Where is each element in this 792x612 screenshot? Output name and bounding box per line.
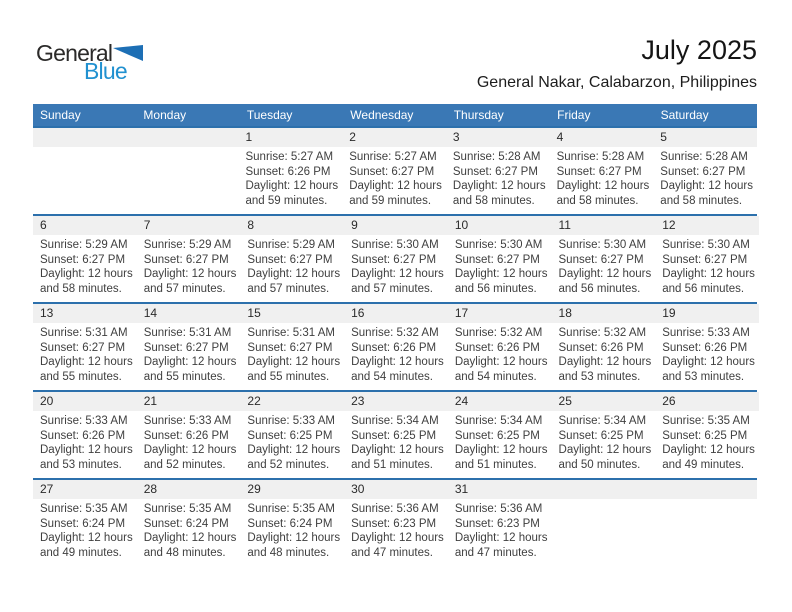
daylight-text-1: Daylight: 12 hours [143, 444, 237, 456]
calendar-cell [240, 304, 344, 390]
sunset-text: Sunset: 6:27 PM [40, 341, 126, 354]
day-number: 3 [446, 128, 550, 147]
sunrise-text: Sunrise: 5:30 AM [558, 239, 647, 251]
day-number: 27 [33, 480, 137, 499]
sunset-text: Sunset: 6:26 PM [454, 341, 540, 354]
daylight-text-2: and 56 minutes. [662, 282, 745, 295]
day-number: 29 [240, 480, 344, 499]
sunset-text: Sunset: 6:25 PM [247, 429, 333, 442]
calendar-cell [342, 128, 446, 214]
cell-details [448, 235, 552, 302]
cell-details [655, 235, 759, 302]
sunset-text: Sunset: 6:24 PM [247, 517, 333, 530]
cell-details [344, 235, 448, 302]
sunrise-text: Sunrise: 5:29 AM [143, 239, 232, 251]
sunrise-text: Sunrise: 5:34 AM [351, 415, 439, 427]
daylight-text-1: Daylight: 12 hours [662, 268, 755, 280]
cell-details [33, 499, 137, 566]
day-number: 20 [33, 392, 137, 411]
week-row [33, 302, 757, 390]
day-number: 9 [344, 216, 448, 235]
daylight-text-2: and 58 minutes. [660, 194, 743, 207]
cell-details [344, 499, 448, 566]
cell-details [655, 323, 759, 390]
daylight-text-2: and 56 minutes. [454, 282, 537, 295]
sunrise-text: Sunrise: 5:30 AM [662, 239, 750, 251]
calendar-cell-empty [33, 128, 136, 214]
calendar-cell [33, 480, 137, 566]
sunrise-text: Sunrise: 5:27 AM [349, 151, 437, 163]
daylight-text-1: Daylight: 12 hours [558, 268, 652, 280]
cell-details [33, 323, 137, 390]
calendar-cell [240, 480, 344, 566]
daylight-text-2: and 49 minutes. [40, 546, 122, 559]
sunset-text: Sunset: 6:26 PM [143, 429, 229, 442]
day-number: 31 [448, 480, 552, 499]
daylight-text-2: and 53 minutes. [40, 458, 122, 471]
day-number: 21 [137, 392, 241, 411]
calendar-cell [137, 480, 241, 566]
calendar-cell [240, 216, 344, 302]
sunrise-text: Sunrise: 5:29 AM [40, 239, 128, 251]
sunset-text: Sunset: 6:26 PM [351, 341, 437, 354]
logo-text-blue: Blue [84, 58, 127, 84]
calendar-cell [344, 392, 448, 478]
daylight-text-1: Daylight: 12 hours [349, 180, 442, 192]
calendar-cell-empty [552, 480, 655, 566]
calendar-cell [550, 128, 654, 214]
cell-details [552, 323, 656, 390]
cell-details [33, 411, 137, 478]
daylight-text-2: and 56 minutes. [558, 282, 641, 295]
calendar-cell [655, 304, 759, 390]
cell-details [653, 147, 757, 214]
daylight-text-2: and 55 minutes. [143, 370, 226, 383]
daylight-text-2: and 55 minutes. [247, 370, 330, 383]
day-number [136, 128, 239, 147]
daylight-text-2: and 57 minutes. [247, 282, 330, 295]
daylight-text-1: Daylight: 12 hours [662, 356, 755, 368]
calendar-cell [137, 392, 241, 478]
day-number: 23 [344, 392, 448, 411]
sunrise-text: Sunrise: 5:31 AM [40, 327, 128, 339]
sunrise-text: Sunrise: 5:32 AM [558, 327, 647, 339]
daylight-text-2: and 57 minutes. [143, 282, 226, 295]
sunset-text: Sunset: 6:27 PM [454, 253, 540, 266]
calendar-cell [448, 304, 552, 390]
sunrise-text: Sunrise: 5:31 AM [247, 327, 335, 339]
cell-details [240, 411, 344, 478]
page-title: July 2025 [641, 35, 757, 65]
daylight-text-2: and 58 minutes. [452, 194, 535, 207]
day-number: 28 [137, 480, 241, 499]
calendar-cell [655, 392, 759, 478]
sunrise-text: Sunrise: 5:28 AM [556, 151, 645, 163]
calendar-cell [448, 480, 552, 566]
week-row [33, 390, 757, 478]
sunrise-text: Sunrise: 5:31 AM [143, 327, 232, 339]
daylight-text-1: Daylight: 12 hours [454, 268, 548, 280]
day-number: 6 [33, 216, 137, 235]
calendar-cell [238, 128, 342, 214]
cell-details [137, 499, 241, 566]
sunrise-text: Sunrise: 5:36 AM [351, 503, 439, 515]
sunrise-text: Sunrise: 5:36 AM [454, 503, 543, 515]
day-number: 11 [552, 216, 656, 235]
day-number [654, 480, 757, 499]
day-number: 14 [137, 304, 241, 323]
day-number: 13 [33, 304, 137, 323]
day-number: 1 [238, 128, 342, 147]
sunset-text: Sunset: 6:26 PM [245, 165, 331, 178]
sunrise-text: Sunrise: 5:35 AM [143, 503, 232, 515]
daylight-text-1: Daylight: 12 hours [558, 356, 652, 368]
daylight-text-2: and 48 minutes. [247, 546, 330, 559]
weekday-header-row [33, 104, 757, 126]
calendar-cell [552, 304, 656, 390]
weekday-header-friday: Friday [557, 108, 591, 122]
daylight-text-1: Daylight: 12 hours [247, 444, 341, 456]
daylight-text-1: Daylight: 12 hours [40, 356, 133, 368]
calendar-cell [137, 216, 241, 302]
weekday-header-sunday: Sunday [40, 108, 81, 122]
cell-details [344, 411, 448, 478]
sunrise-text: Sunrise: 5:29 AM [247, 239, 335, 251]
cell-details [655, 411, 759, 478]
title-block [477, 36, 757, 92]
sunset-text: Sunset: 6:26 PM [558, 341, 644, 354]
sunset-text: Sunset: 6:27 PM [556, 165, 642, 178]
sunrise-text: Sunrise: 5:28 AM [452, 151, 541, 163]
sunset-text: Sunset: 6:27 PM [351, 253, 437, 266]
cell-details [137, 235, 241, 302]
daylight-text-2: and 49 minutes. [662, 458, 745, 471]
sunrise-text: Sunrise: 5:35 AM [40, 503, 128, 515]
cell-details [33, 235, 137, 302]
daylight-text-2: and 59 minutes. [349, 194, 432, 207]
calendar-cell [552, 216, 656, 302]
sunrise-text: Sunrise: 5:34 AM [558, 415, 647, 427]
daylight-text-2: and 48 minutes. [143, 546, 226, 559]
sunset-text: Sunset: 6:27 PM [452, 165, 538, 178]
sunset-text: Sunset: 6:25 PM [558, 429, 644, 442]
daylight-text-1: Daylight: 12 hours [660, 180, 753, 192]
day-number: 30 [344, 480, 448, 499]
calendar-cell-empty [654, 480, 757, 566]
day-number: 5 [653, 128, 757, 147]
week-row [33, 214, 757, 302]
daylight-text-1: Daylight: 12 hours [247, 532, 341, 544]
daylight-text-1: Daylight: 12 hours [245, 180, 339, 192]
sunset-text: Sunset: 6:25 PM [454, 429, 540, 442]
calendar-cell [344, 216, 448, 302]
daylight-text-1: Daylight: 12 hours [452, 180, 546, 192]
daylight-text-1: Daylight: 12 hours [143, 268, 237, 280]
day-number: 8 [240, 216, 344, 235]
sunrise-text: Sunrise: 5:27 AM [245, 151, 334, 163]
calendar-cell [655, 216, 759, 302]
daylight-text-1: Daylight: 12 hours [247, 268, 341, 280]
sunrise-text: Sunrise: 5:28 AM [660, 151, 748, 163]
sunset-text: Sunset: 6:27 PM [247, 341, 333, 354]
calendar-cell [448, 216, 552, 302]
cell-details [137, 411, 241, 478]
sunset-text: Sunset: 6:24 PM [143, 517, 229, 530]
calendar-cell [33, 304, 137, 390]
daylight-text-1: Daylight: 12 hours [247, 356, 341, 368]
daylight-text-1: Daylight: 12 hours [662, 444, 755, 456]
daylight-text-2: and 47 minutes. [351, 546, 433, 559]
daylight-text-1: Daylight: 12 hours [143, 356, 237, 368]
daylight-text-1: Daylight: 12 hours [556, 180, 650, 192]
daylight-text-1: Daylight: 12 hours [454, 444, 548, 456]
daylight-text-2: and 51 minutes. [454, 458, 537, 471]
daylight-text-1: Daylight: 12 hours [40, 532, 133, 544]
logo-text-general: General [36, 40, 113, 66]
calendar [33, 104, 757, 566]
sunset-text: Sunset: 6:25 PM [662, 429, 748, 442]
daylight-text-2: and 52 minutes. [143, 458, 226, 471]
sunset-text: Sunset: 6:27 PM [349, 165, 435, 178]
sunrise-text: Sunrise: 5:33 AM [662, 327, 750, 339]
day-number: 24 [448, 392, 552, 411]
daylight-text-2: and 58 minutes. [40, 282, 122, 295]
calendar-cell [446, 128, 550, 214]
sunset-text: Sunset: 6:23 PM [454, 517, 540, 530]
general-blue-logo [36, 42, 143, 83]
cell-details [240, 323, 344, 390]
day-number: 4 [550, 128, 654, 147]
day-number: 26 [655, 392, 759, 411]
daylight-text-2: and 47 minutes. [454, 546, 537, 559]
cell-details [238, 147, 342, 214]
daylight-text-2: and 57 minutes. [351, 282, 433, 295]
day-number [552, 480, 655, 499]
cell-details [448, 323, 552, 390]
sunset-text: Sunset: 6:27 PM [247, 253, 333, 266]
calendar-body [33, 126, 757, 566]
daylight-text-2: and 54 minutes. [351, 370, 433, 383]
daylight-text-2: and 58 minutes. [556, 194, 639, 207]
cell-details [446, 147, 550, 214]
sunset-text: Sunset: 6:27 PM [660, 165, 746, 178]
weekday-header-saturday: Saturday [660, 108, 709, 122]
day-number: 19 [655, 304, 759, 323]
cell-details [550, 147, 654, 214]
sunrise-text: Sunrise: 5:30 AM [351, 239, 439, 251]
cell-details [552, 235, 656, 302]
weekday-header-tuesday: Tuesday [246, 108, 293, 122]
cell-details [344, 323, 448, 390]
sunrise-text: Sunrise: 5:33 AM [40, 415, 128, 427]
daylight-text-1: Daylight: 12 hours [454, 532, 548, 544]
calendar-cell [448, 392, 552, 478]
daylight-text-1: Daylight: 12 hours [454, 356, 548, 368]
daylight-text-2: and 53 minutes. [662, 370, 745, 383]
daylight-text-2: and 53 minutes. [558, 370, 641, 383]
sunrise-text: Sunrise: 5:32 AM [351, 327, 439, 339]
sunset-text: Sunset: 6:26 PM [40, 429, 126, 442]
sunrise-text: Sunrise: 5:33 AM [143, 415, 232, 427]
daylight-text-2: and 59 minutes. [245, 194, 328, 207]
day-number: 7 [137, 216, 241, 235]
sunset-text: Sunset: 6:27 PM [143, 341, 229, 354]
daylight-text-1: Daylight: 12 hours [351, 444, 444, 456]
sunset-text: Sunset: 6:24 PM [40, 517, 126, 530]
day-number [33, 128, 136, 147]
calendar-cell-empty [136, 128, 239, 214]
sunset-text: Sunset: 6:27 PM [40, 253, 126, 266]
daylight-text-1: Daylight: 12 hours [351, 532, 444, 544]
week-row [33, 126, 757, 214]
weekday-header-thursday: Thursday [453, 108, 504, 122]
daylight-text-1: Daylight: 12 hours [351, 268, 444, 280]
daylight-text-2: and 50 minutes. [558, 458, 641, 471]
sunset-text: Sunset: 6:23 PM [351, 517, 437, 530]
calendar-cell [344, 480, 448, 566]
sunset-text: Sunset: 6:25 PM [351, 429, 437, 442]
calendar-cell [33, 392, 137, 478]
day-number: 22 [240, 392, 344, 411]
sunrise-text: Sunrise: 5:30 AM [454, 239, 543, 251]
sunset-text: Sunset: 6:27 PM [662, 253, 748, 266]
calendar-cell [653, 128, 757, 214]
day-number: 25 [552, 392, 656, 411]
cell-details [240, 235, 344, 302]
calendar-cell [137, 304, 241, 390]
page-subtitle: General Nakar, Calabarzon, Philippines [476, 73, 757, 91]
sunset-text: Sunset: 6:27 PM [143, 253, 229, 266]
sunset-text: Sunset: 6:27 PM [558, 253, 644, 266]
daylight-text-1: Daylight: 12 hours [558, 444, 652, 456]
calendar-cell [344, 304, 448, 390]
cell-details [552, 411, 656, 478]
cell-details [342, 147, 446, 214]
week-row [33, 478, 757, 566]
daylight-text-1: Daylight: 12 hours [351, 356, 444, 368]
calendar-cell [33, 216, 137, 302]
day-number: 15 [240, 304, 344, 323]
weekday-header-wednesday: Wednesday [350, 108, 414, 122]
cell-details [448, 411, 552, 478]
calendar-cell [240, 392, 344, 478]
sunset-text: Sunset: 6:26 PM [662, 341, 748, 354]
daylight-text-1: Daylight: 12 hours [40, 268, 133, 280]
cell-details [137, 323, 241, 390]
calendar-cell [552, 392, 656, 478]
sunrise-text: Sunrise: 5:35 AM [662, 415, 750, 427]
daylight-text-1: Daylight: 12 hours [143, 532, 237, 544]
day-number: 12 [655, 216, 759, 235]
day-number: 16 [344, 304, 448, 323]
day-number: 17 [448, 304, 552, 323]
sunrise-text: Sunrise: 5:35 AM [247, 503, 335, 515]
sunrise-text: Sunrise: 5:32 AM [454, 327, 543, 339]
weekday-header-monday: Monday [143, 108, 187, 122]
daylight-text-1: Daylight: 12 hours [40, 444, 133, 456]
sunrise-text: Sunrise: 5:34 AM [454, 415, 543, 427]
daylight-text-2: and 54 minutes. [454, 370, 537, 383]
sunrise-text: Sunrise: 5:33 AM [247, 415, 335, 427]
cell-details [240, 499, 344, 566]
day-number: 10 [448, 216, 552, 235]
daylight-text-2: and 55 minutes. [40, 370, 122, 383]
day-number: 18 [552, 304, 656, 323]
cell-details [448, 499, 552, 566]
daylight-text-2: and 52 minutes. [247, 458, 330, 471]
daylight-text-2: and 51 minutes. [351, 458, 433, 471]
day-number: 2 [342, 128, 446, 147]
